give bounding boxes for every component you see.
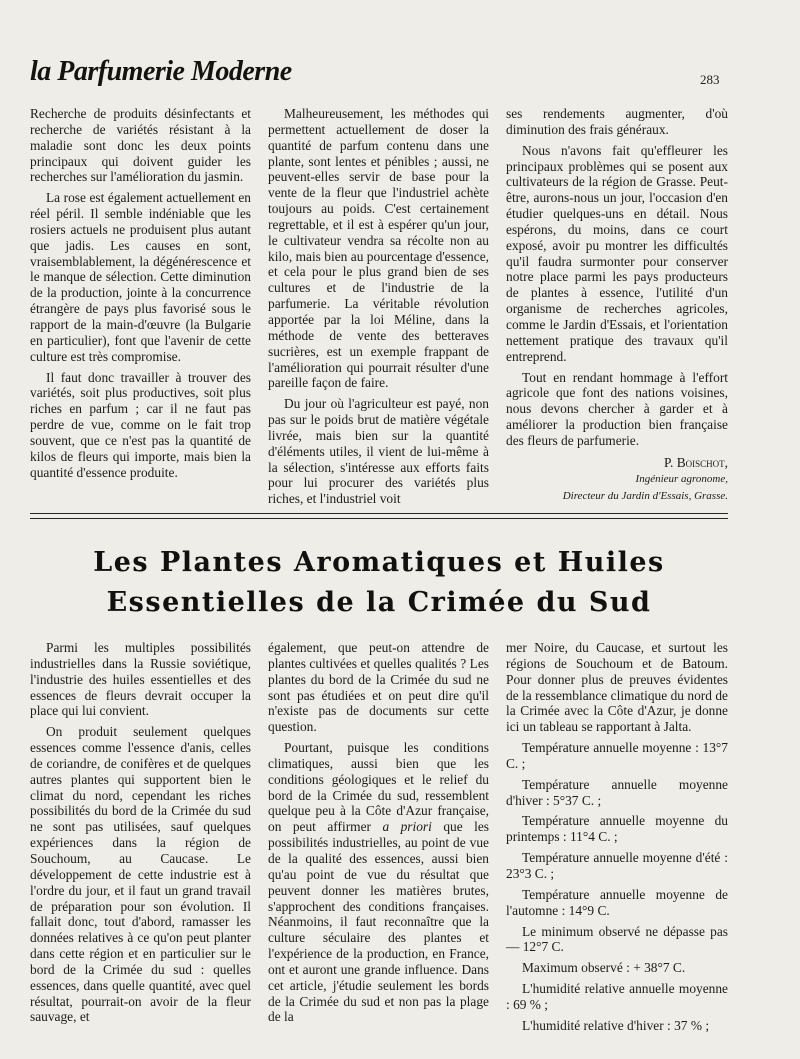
- paragraph: Nous n'avons fait qu'effleurer les principaux problèmes qui se posent aux cultivateurs de la région de Grasse. Peut-être, aurons-nous un jour, l'occasion d'en étudier quelques-uns en détail. Nous espérons, du moins, dans ce court exposé, avoir pu montrer les difficultés qu'il faudra surmonter pour conserver notre place parmi les pays producteurs de plantes à essence, l'utilité d'un organisme de recherches agricoles, comme le Jardin d'Essais, et l'orientation nettement pratique des travaux qu'il entreprend.: [506, 142, 728, 364]
- author-name: P. Boischot,: [664, 454, 728, 470]
- climate-row: Température annuelle moyenne : 13°7 C. ;: [506, 740, 728, 771]
- masthead-logo: la Parfumerie Moderne: [30, 56, 292, 87]
- climate-row: Maximum observé : + 38°7 C.: [522, 960, 686, 976]
- section-divider-top: [30, 513, 728, 514]
- article-column-2: [268, 640, 489, 1030]
- paragraph: On produit seulement quelques essences comme l'essence d'anis, celles de coriandre, de conifères et de quelques autres plantes qui supportent bien le climat du nord, cependant les riches possibilités du bord de la Crimée du sud ne sont pas utilisées, sauf quelques expériences dans la région de Souchoum, au Caucase. Le développement de cette industrie est à l'ordre du jour, et il faut un grand travail de préparation pour son évolution. Il fallait donc, tout d'abord, ramasser les données relatives à ce qu'on peut planter dans cette région et en particulier sur le bord de la Crimée du sud : quelles essences, dans quelle quantité, avec quel résultat, pourrait-on avoir de la fleur sauvage, et: [30, 724, 251, 1025]
- paragraph: mer Noire, du Caucase, et surtout les régions de Souchoum et de Batoum. Pour donner plus de preuves évidentes de la ressemblance climatique du nord de la Crimée avec la Côte d'Azur, je donne ici un tableau se rapportant à Jalta.: [506, 640, 728, 735]
- paragraph: Tout en rendant hommage à l'effort agricole que font des nations voisines, nous devons chercher à garder et à améliorer la production bien française des fleurs de parfumerie.: [506, 369, 728, 448]
- climate-row: L'humidité relative annuelle moyenne : 69 % ;: [506, 981, 728, 1012]
- article-title-line-2: Essentielles de la Crimée du Sud: [106, 587, 652, 618]
- top-article-column-1: [30, 106, 251, 485]
- author-role: Ingénieur agronome,: [635, 472, 728, 485]
- paragraph: La rose est également actuellement en réel péril. Il semble indéniable que les rosiers actuels ne produisent plus autant que jadis. Les causes en sont, vraisemblablement, la dégénérescence et le manque de sélection. Cette diminution de la production, jointe à la concurrence étrangère de pays plus favorisé sous le rapport de la main-d'œuvre (la Bulgarie en particulier), font que l'avenir de cette culture est très compromise.: [30, 190, 251, 364]
- page-number: 283: [700, 72, 720, 87]
- paragraph: Il faut donc travailler à trouver des variétés, soit plus productives, soit plus riches en parfum ; car il ne faut pas perdre de vue, comme on le fait trop souvent, que ce n'est pas la quantité de kilos de fleurs qui importe, mais bien la quantité d'essence produite.: [30, 369, 251, 480]
- paragraph: [268, 740, 489, 1025]
- article-title-line-1: Les Plantes Aromatiques et Huiles: [93, 547, 665, 578]
- paragraph: Recherche de produits désinfectants et recherche de variétés résistant à la maladie sont donc les deux points principaux qui doivent guider les recherches sur l'amélioration du jasmin.: [30, 106, 251, 185]
- paragraph: également, que peut-on attendre de plantes cultivées et quelles qualités ? Les plantes du bord de la Crimée du sud ne sont pas étudiées et on peut dire qu'il n'existe pas de documents sur cette question.: [268, 640, 489, 735]
- climate-row: Le minimum observé ne dépasse pas — 12°7 C.: [506, 923, 728, 955]
- climate-row: Température annuelle moyenne du printemps : 11°4 C. ;: [506, 813, 728, 845]
- italic-phrase: a priori: [382, 819, 432, 835]
- paragraph: ses rendements augmenter, d'où diminution des frais généraux.: [506, 106, 728, 137]
- author-signature: [506, 455, 728, 505]
- article-column-3: [506, 640, 728, 1039]
- article-column-1: [30, 640, 251, 1030]
- section-divider-bottom: [30, 518, 728, 519]
- text-run: Pourtant, puisque les conditions climatiques, aussi bien que les conditions géologiques et le relief du bord de la Crimée du sud, ressemblent quelque peu à la Côte d'Azur française, on peut affirmer: [268, 740, 489, 835]
- author-position: Directeur du Jardin d'Essais, Grasse.: [562, 489, 728, 502]
- text-run: que les possibilités industrielles, au point de vue de la qualité des essences, aussi bien qu'au point de vue du résultat que peuvent donner les matières brutes, s'approchent des conditions françaises. Néanmoins, il faut reconnaître que la culture séculaire des plantes et l'expérience de la production, en France, ont et auront une grande influence. Dans cet article, j'étudie seulement les bords de la Crimée du sud et non pas la plage de la: [268, 819, 489, 1025]
- paragraph: Parmi les multiples possibilités industrielles dans la Russie soviétique, l'industrie des huiles essentielles et des essences de fleurs devrait occuper la place qui lui convient.: [30, 640, 251, 719]
- top-article-column-3: [506, 106, 728, 505]
- paragraph: Malheureusement, les méthodes qui permettent actuellement de doser la quantité de parfum contenu dans une plante, sont lentes et pénibles ; aussi, ne peuvent-elles servir de base pour la vente de la fleur que l'industriel achète toujours au poids. C'est certainement regrettable, et il est à espérer qu'un jour, le cultivateur vendra sa récolte non au kilo, mais bien au pourcentage d'essence, et cela pour le plus grand bien de ses cultures et de l'industrie de la parfumerie. La véritable révolution apportée par la loi Méline, dans la méthode de vente des betteraves sucrières, est un exemple frappant de l'amélioration qui pourrait résulter d'une pareille façon de faire.: [268, 106, 489, 391]
- top-article-column-2: [268, 106, 489, 512]
- climate-row: Température annuelle moyenne d'hiver : 5°37 C. ;: [506, 776, 728, 808]
- climate-row: L'humidité relative d'hiver : 37 % ;: [522, 1017, 710, 1033]
- article-title: [30, 543, 728, 623]
- climate-row: Température annuelle moyenne d'été : 23°3 C. ;: [506, 850, 728, 881]
- paragraph: Du jour où l'agriculteur est payé, non pas sur le poids brut de matière végétale livrée, mais bien sur la quantité d'éléments utiles, il vient de lui-même à la sélection, s'intéresse aux efforts faits pour lui procurer des variétés plus riches, et l'industriel voit: [268, 396, 489, 507]
- climate-row: Température annuelle moyenne de l'automne : 14°9 C.: [506, 886, 728, 918]
